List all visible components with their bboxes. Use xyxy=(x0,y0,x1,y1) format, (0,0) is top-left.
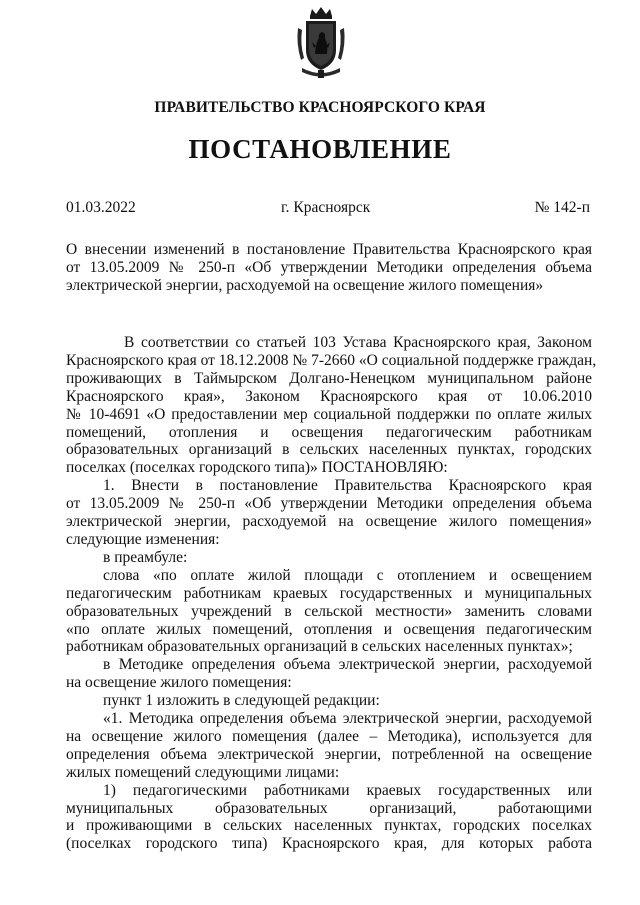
methodology-line: на освещение жилого помещения: xyxy=(66,674,292,692)
subject-line: О внесении изменений в постановление Правительства Красноярского края xyxy=(66,241,592,258)
document-subject xyxy=(66,241,592,295)
item1-line: следующие изменения: xyxy=(66,530,220,548)
item1-line: 1. Внести в постановление Правительства Красноярского края xyxy=(103,477,592,495)
document-body xyxy=(66,334,597,853)
document-meta-row xyxy=(66,199,590,219)
methodology-line: в Методике определения объема электрической энергии, расходуемой xyxy=(103,656,592,674)
in-preamble-line: в преамбуле: xyxy=(103,548,188,566)
document-title: ПОСТАНОВЛЕНИЕ xyxy=(188,134,452,164)
subpoint1-line: 1) педагогическими работниками краевых государственных или xyxy=(103,781,592,799)
item1-line: от 13.05.2009 № 250-п «Об утверждении Методики определения объема xyxy=(66,495,592,513)
document-number: № 142-п xyxy=(534,199,590,216)
preamble-line: проживающих в Таймырском Долгано-Ненецком муниципальном районе xyxy=(66,369,592,387)
point1-text-line: «1. Методика определения объема электрической энергии, расходуемой xyxy=(103,710,592,728)
subpoint1-line: (поселках городского типа) Красноярского края, для которых работа xyxy=(66,835,592,853)
government-heading: ПРАВИТЕЛЬСТВО КРАСНОЯРСКОГО КРАЯ xyxy=(154,99,486,116)
subpoint1-line: муниципальных образовательных организаций, работающими xyxy=(66,799,592,817)
point1-text-line: определения объема электрической энергии, потребленной на освещение xyxy=(66,745,592,763)
point1-intro-line: пункт 1 изложить в следующей редакции: xyxy=(103,692,380,710)
document-date: 01.03.2022 xyxy=(66,199,136,216)
subject-line: электрической энергии, расходуемой на освещение жилого помещения» xyxy=(66,276,544,294)
point1-text-line: жилых помещений следующими лицами: xyxy=(66,763,340,781)
words-change-line: слова «по оплате жилой площади с отоплением и освещением xyxy=(103,566,592,584)
subpoint1-line: и проживающими в сельских населенных пунктах, городских поселках xyxy=(66,817,592,835)
preamble-line: Красноярского края от 18.12.2008 № 7-2660 «О социальной поддержке граждан, xyxy=(66,351,597,369)
preamble-line: поселках (поселках городского типа)» ПОСТАНОВЛЯЮ: xyxy=(66,459,448,477)
subject-line: от 13.05.2009 № 250-п «Об утверждении Методики определения объема xyxy=(66,258,592,276)
words-change-line: педагогическим работникам краевых государственных и муниципальных xyxy=(66,584,592,602)
words-change-line: образовательных учреждений в сельской местности» заменить словами xyxy=(66,602,592,620)
preamble-line: помещений, отопления и освещения педагогическим работникам xyxy=(66,423,592,441)
preamble-line: В соответствии со статьей 103 Устава Красноярского края, Законом xyxy=(124,334,592,351)
point1-text-line: на освещение жилого помещения (далее – Методика), используется для xyxy=(66,727,592,745)
coat-of-arms-icon xyxy=(294,6,348,80)
words-change-line: «по оплате жилых помещений, отопления и освещения педагогическим xyxy=(66,620,592,638)
preamble-line: Красноярского края», Законом Красноярского края от 10.06.2010 xyxy=(66,387,592,405)
preamble-line: № 10-4691 «О предоставлении мер социальной поддержки по оплате жилых xyxy=(66,405,592,423)
item1-line: электрической энергии, расходуемой на освещение жилого помещения» xyxy=(66,513,592,531)
preamble-line: образовательных организаций в сельских населенных пунктах, городских xyxy=(66,441,592,459)
document-city: г. Красноярск xyxy=(281,199,371,216)
words-change-line: работникам образовательных организаций в сельских населенных пунктах»; xyxy=(66,638,573,656)
